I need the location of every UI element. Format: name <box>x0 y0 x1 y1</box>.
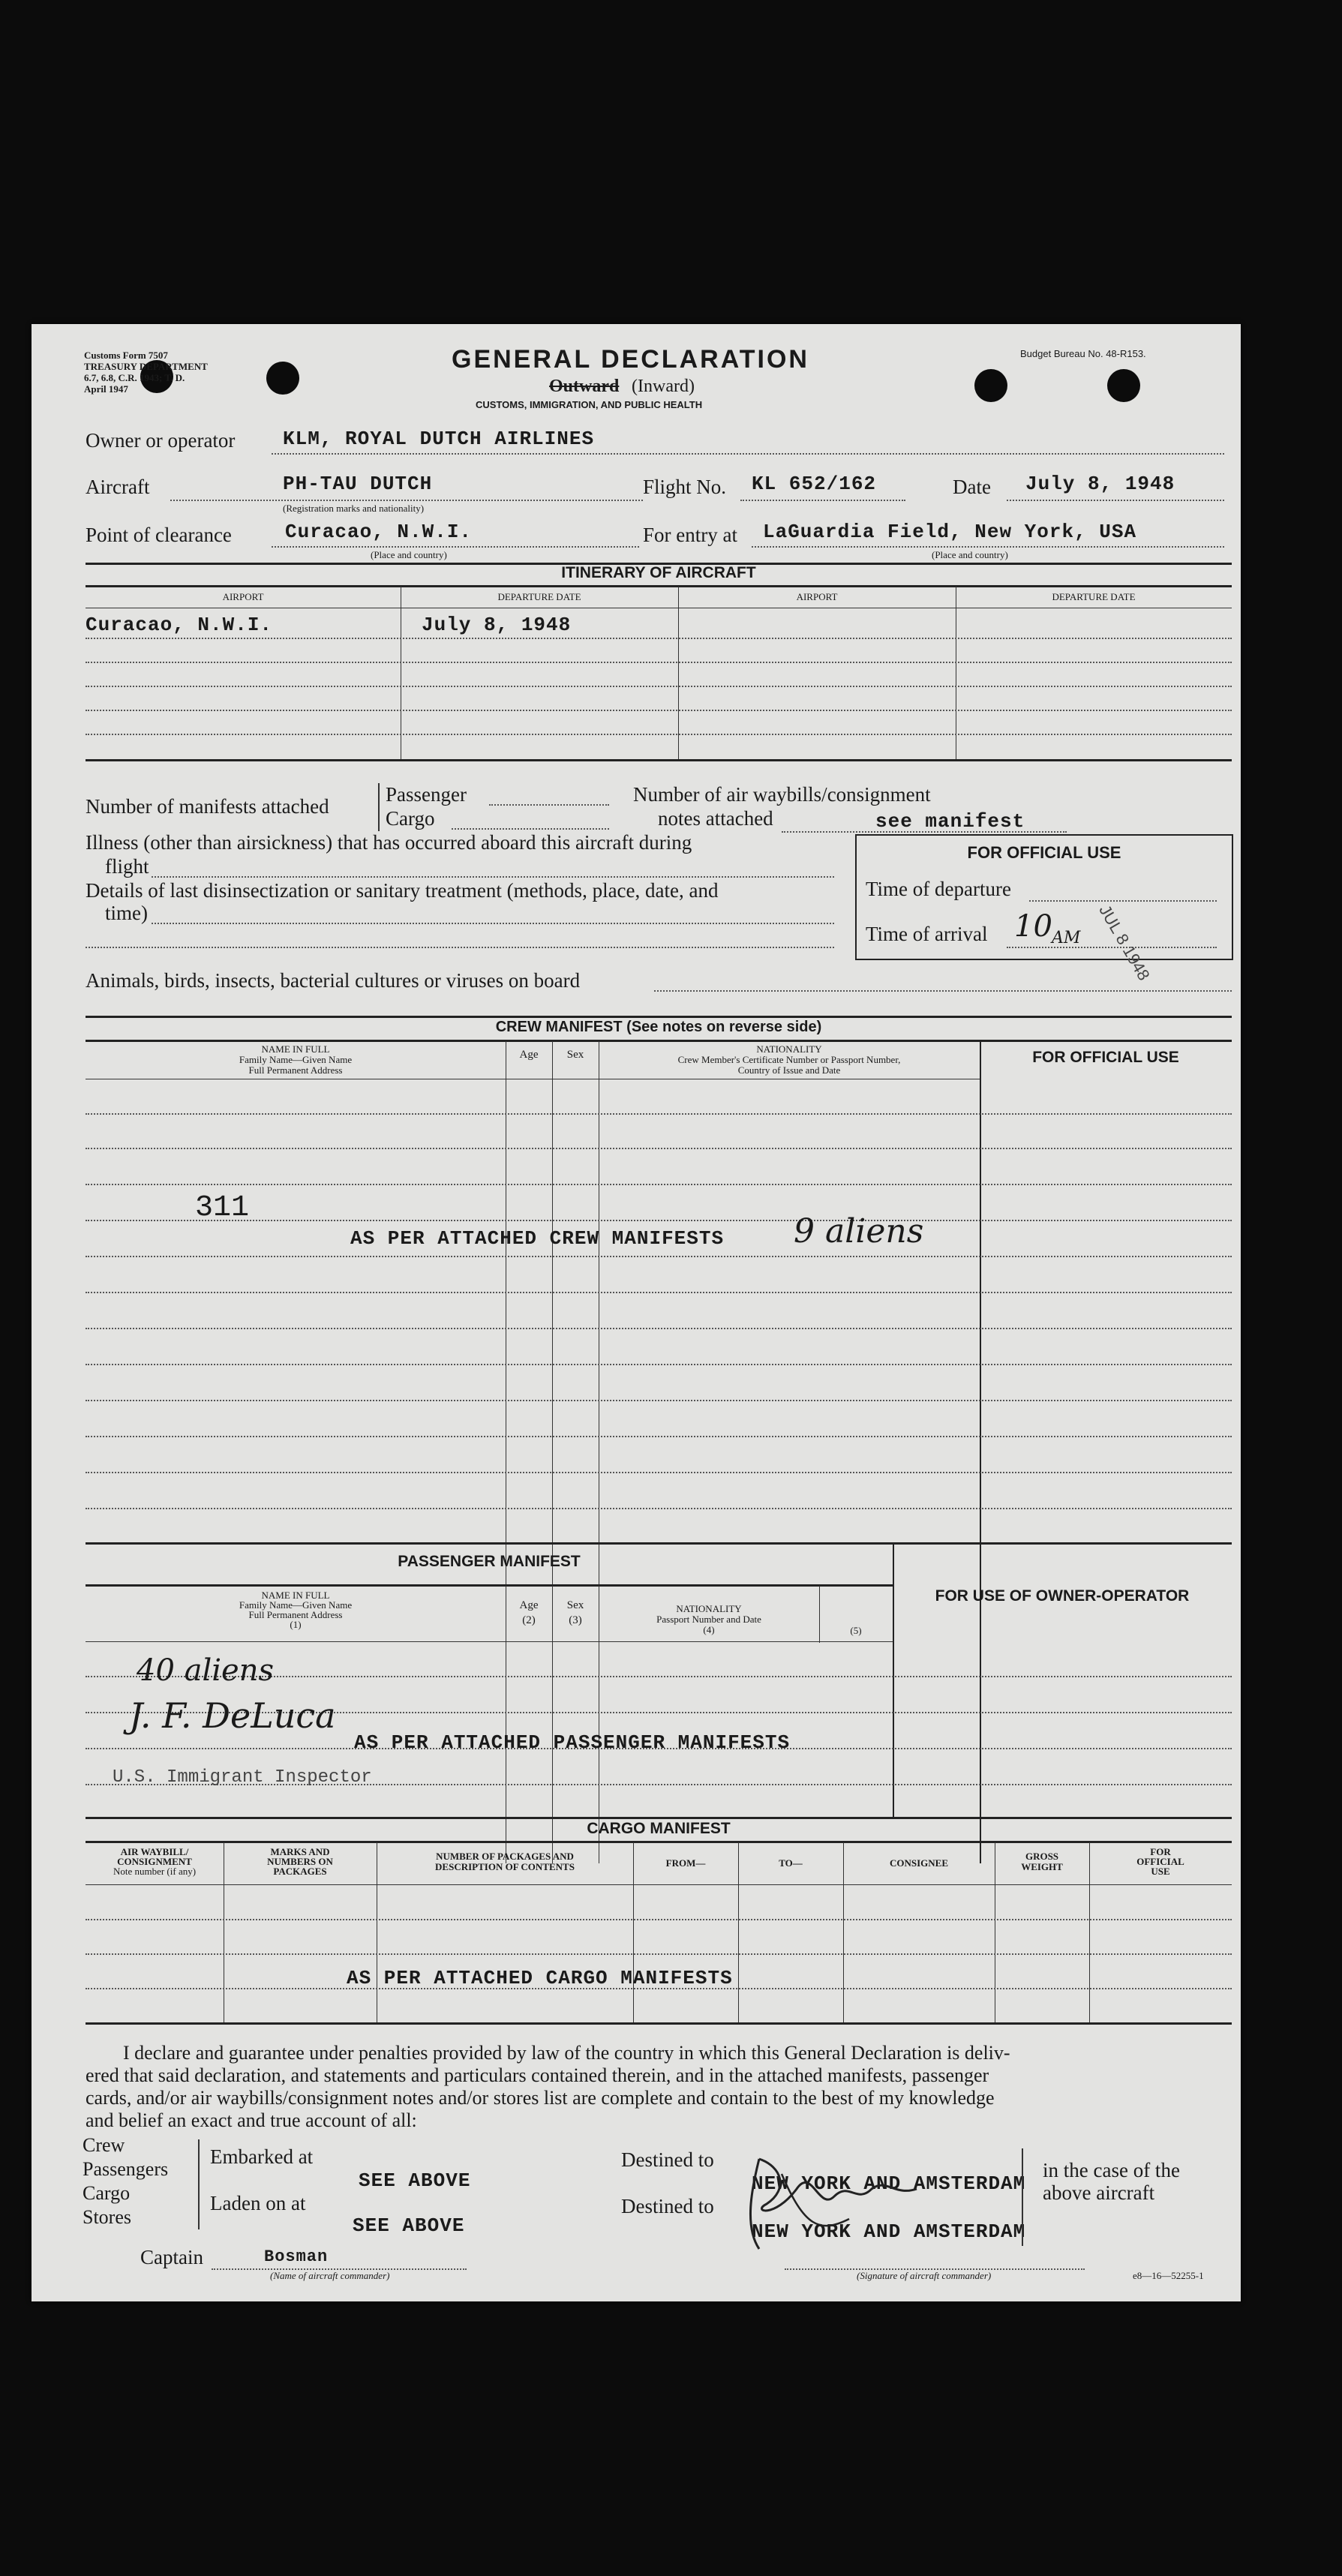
itinerary-header-date-1: DEPARTURE DATE <box>497 591 581 602</box>
animals-label: Animals, birds, insects, bacterial cultures or viruses on board <box>86 969 581 992</box>
itinerary-header-date-2: DEPARTURE DATE <box>1052 591 1136 602</box>
case-text-2: above aircraft <box>1043 2181 1155 2204</box>
clearance-value: Curacao, N.W.I. <box>285 521 473 543</box>
laden-label: Laden on at <box>210 2192 306 2214</box>
cargo-header-line: AIR WAYBILL/ <box>120 1846 189 1857</box>
clearance-label: Point of clearance <box>86 524 232 546</box>
form-subtitle-struck: Outward <box>549 377 620 396</box>
owner-label: Owner or operator <box>86 429 236 452</box>
declaration-items <box>83 2133 168 2229</box>
declaration-line: ered that said declaration, and statements and particulars contained therein, and in the attached manifests, passenger <box>86 2064 989 2086</box>
date-stamp: JUL 8 1948 <box>1095 902 1154 984</box>
inspector-caption: U.S. Immigrant Inspector <box>113 1767 372 1788</box>
cargo-header-marks <box>224 1847 377 1876</box>
manifests-count-label: Number of manifests attached <box>86 795 329 818</box>
destined-label-1: Destined to <box>621 2148 714 2171</box>
passenger-header-age-line: Age <box>519 1599 539 1611</box>
passenger-header-sex <box>552 1598 599 1628</box>
form-subtitle: (Inward) <box>632 377 695 396</box>
passenger-count-label: Passenger <box>386 783 467 806</box>
passenger-header-name-line: NAME IN FULL <box>261 1590 330 1601</box>
passenger-header-nationality-line: (4) <box>703 1624 715 1635</box>
illness-label: Illness (other than airsickness) that has occurred aboard this aircraft during <box>86 831 692 854</box>
crew-header-nationality-line: NATIONALITY <box>756 1043 822 1055</box>
destined-value-2: NEW YORK AND AMSTERDAM <box>752 2220 1026 2243</box>
disinsect-label-2: time) <box>105 902 148 924</box>
aircraft-caption: (Registration marks and nationality) <box>283 503 425 514</box>
passenger-header-name-line: Family Name—Given Name <box>239 1599 353 1611</box>
cargo-header-line: PACKAGES <box>273 1866 327 1877</box>
itinerary-header-airport-1: AIRPORT <box>222 591 264 602</box>
itinerary-title: ITINERARY OF AIRCRAFT <box>561 564 756 581</box>
embarked-value: SEE ABOVE <box>359 2169 471 2192</box>
form-title: GENERAL DECLARATION <box>452 345 809 374</box>
crew-header-name-line: Family Name—Given Name <box>239 1054 353 1065</box>
time-of-departure-label: Time of departure <box>866 878 1011 900</box>
passenger-header-age-line: (2) <box>522 1614 536 1626</box>
declaration-form <box>32 324 1241 2301</box>
cargo-header-line: NUMBERS ON <box>267 1856 333 1867</box>
crew-header-age: Age <box>519 1049 539 1061</box>
cargo-count-label: Cargo <box>386 807 435 830</box>
cargo-title: CARGO MANIFEST <box>587 1820 731 1837</box>
declaration-item: Cargo <box>83 2182 131 2204</box>
cargo-header-from: FROM— <box>665 1857 706 1869</box>
passenger-note: AS PER ATTACHED PASSENGER MANIFESTS <box>354 1731 791 1754</box>
declaration-line: I declare and guarantee under penalties provided by law of the country in which this General Declaration is deliv- <box>123 2042 1010 2064</box>
crew-number: 311 <box>195 1191 250 1225</box>
cargo-header-weight <box>995 1851 1089 1872</box>
owner-operator-use: FOR USE OF OWNER-OPERATOR <box>935 1587 1190 1605</box>
captain-value: Bosman <box>264 2247 329 2266</box>
inspector-signature: J. F. DeLuca <box>129 1695 336 1736</box>
case-text-1: in the case of the <box>1043 2159 1180 2181</box>
crew-header-sex: Sex <box>566 1049 584 1061</box>
signature-caption: (Signature of aircraft commander) <box>857 2270 992 2281</box>
itinerary-header-airport-2: AIRPORT <box>796 591 838 602</box>
illness-label-2: flight <box>105 855 149 878</box>
cargo-header-line: OFFICIAL <box>1136 1856 1184 1867</box>
destined-value-1: NEW YORK AND AMSTERDAM <box>752 2172 1026 2195</box>
form-id-line: 6.7, 6.8, C.R. 1943; T. D. <box>84 372 185 383</box>
punch-hole-4 <box>1107 369 1140 402</box>
cargo-header-line: NUMBER OF PACKAGES AND <box>436 1851 574 1862</box>
cargo-header-official <box>1089 1847 1232 1876</box>
form-code: e8—16—52255-1 <box>1133 2270 1204 2281</box>
cargo-header-line: DESCRIPTION OF CONTENTS <box>435 1861 575 1872</box>
punch-hole-2 <box>266 362 299 395</box>
cargo-header-line: Note number (if any) <box>113 1866 197 1877</box>
arrival-handwritten: 10 <box>1014 909 1052 944</box>
crew-header-nationality <box>599 1044 980 1076</box>
waybills-label: Number of air waybills/consignment <box>633 783 931 806</box>
form-id-line: Customs Form 7507 <box>84 350 168 361</box>
cargo-header-consignee: CONSIGNEE <box>889 1857 949 1869</box>
cargo-header-line: USE <box>1151 1866 1170 1877</box>
passenger-header-nationality <box>599 1604 819 1635</box>
crew-hand-note: 9 aliens <box>794 1212 924 1250</box>
cargo-header-packages <box>377 1851 633 1872</box>
declaration-text <box>86 2042 1232 2132</box>
declaration-line: and belief an exact and true account of all: <box>86 2109 417 2131</box>
passenger-header-sex-line: Sex <box>566 1599 584 1611</box>
waybills-value: see manifest <box>875 810 1025 833</box>
form-sub-caption: CUSTOMS, IMMIGRATION, AND PUBLIC HEALTH <box>476 399 703 410</box>
cargo-header-line: FOR <box>1150 1846 1171 1857</box>
aircraft-label: Aircraft <box>86 476 150 498</box>
entry-caption: (Place and country) <box>932 549 1008 560</box>
declaration-item: Crew <box>83 2134 125 2156</box>
cargo-header-line: WEIGHT <box>1021 1861 1063 1872</box>
crew-title: CREW MANIFEST (See notes on reverse side) <box>495 1019 822 1035</box>
arrival-handwritten-am: AM <box>1052 929 1081 947</box>
official-use-title: FOR OFFICIAL USE <box>967 843 1121 862</box>
passenger-header-col5: (5) <box>850 1625 862 1636</box>
punch-hole-3 <box>974 369 1007 402</box>
cargo-header-waybill <box>86 1847 224 1876</box>
cargo-header-to: TO— <box>779 1857 803 1869</box>
crew-note: AS PER ATTACHED CREW MANIFESTS <box>350 1227 725 1250</box>
itinerary-date-1: July 8, 1948 <box>422 614 572 636</box>
crew-header-name <box>86 1044 506 1076</box>
passenger-header-name-line: Full Permanent Address <box>248 1609 343 1620</box>
itinerary-airport-1: Curacao, N.W.I. <box>86 614 273 636</box>
budget-number: Budget Bureau No. 48-R153. <box>1020 348 1146 359</box>
declaration-line: cards, and/or air waybills/consignment notes and/or stores list are complete and contain to the best of my knowledge <box>86 2087 995 2109</box>
form-id-block <box>84 350 208 395</box>
declaration-item: Passengers <box>83 2158 169 2180</box>
waybills-label-2: notes attached <box>658 807 773 830</box>
cargo-note: AS PER ATTACHED CARGO MANIFESTS <box>347 1967 733 1989</box>
embarked-label: Embarked at <box>210 2145 314 2168</box>
crew-header-name-line: Full Permanent Address <box>248 1064 343 1076</box>
crew-header-name-line: NAME IN FULL <box>261 1043 330 1055</box>
cargo-header-line: GROSS <box>1025 1851 1059 1862</box>
flight-value: KL 652/162 <box>752 473 877 495</box>
time-of-arrival-label: Time of arrival <box>866 923 988 945</box>
crew-header-nationality-line: Crew Member's Certificate Number or Passport Number, <box>677 1054 901 1065</box>
disinsect-label: Details of last disinsectization or sanitary treatment (methods, place, date, and <box>86 879 719 902</box>
date-value: July 8, 1948 <box>1025 473 1175 495</box>
captain-caption: (Name of aircraft commander) <box>270 2270 390 2281</box>
flight-label: Flight No. <box>643 476 727 498</box>
captain-label: Captain <box>140 2246 203 2268</box>
passenger-title: PASSENGER MANIFEST <box>398 1553 581 1570</box>
declaration-item: Stores <box>83 2206 131 2228</box>
passenger-header-nationality-line: Passport Number and Date <box>656 1614 761 1625</box>
passenger-header-name-line: (1) <box>290 1619 302 1630</box>
passenger-header-sex-line: (3) <box>569 1614 582 1626</box>
crew-header-official: FOR OFFICIAL USE <box>1032 1049 1179 1066</box>
date-label: Date <box>953 476 991 498</box>
crew-header-nationality-line: Country of Issue and Date <box>737 1064 841 1076</box>
form-id-line: TREASURY DEPARTMENT <box>84 361 208 372</box>
aircraft-value: PH-TAU DUTCH <box>283 473 433 495</box>
commander-signature <box>737 2144 932 2256</box>
passenger-header-name <box>86 1590 506 1629</box>
destined-label-2: Destined to <box>621 2195 714 2217</box>
passenger-header-age <box>506 1598 552 1628</box>
entry-value: LaGuardia Field, New York, USA <box>763 521 1137 543</box>
form-id-line: April 1947 <box>84 383 128 395</box>
passenger-hand-aliens: 40 aliens <box>137 1653 275 1688</box>
cargo-header-line: MARKS AND <box>270 1846 330 1857</box>
passenger-header-nationality-line: NATIONALITY <box>676 1603 742 1614</box>
cargo-header-line: CONSIGNMENT <box>117 1856 192 1867</box>
owner-value: KLM, ROYAL DUTCH AIRLINES <box>283 428 595 450</box>
entry-label: For entry at <box>643 524 737 546</box>
clearance-caption: (Place and country) <box>371 549 447 560</box>
laden-value: SEE ABOVE <box>353 2214 465 2237</box>
